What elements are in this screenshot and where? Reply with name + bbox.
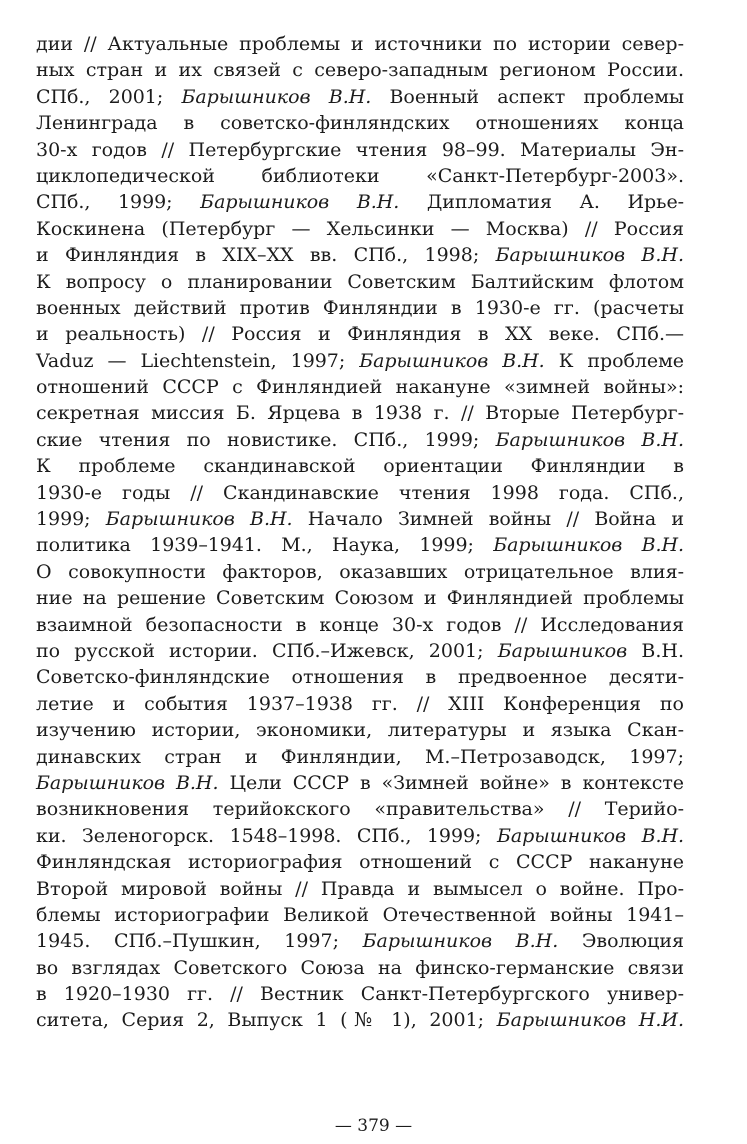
author-name: Барышников В.Н. xyxy=(496,824,684,847)
text-line xyxy=(36,163,684,189)
text-run: динавских стран и Финляндии, М.–Петрозаводск, 1997; xyxy=(36,745,684,768)
text-run: 1999; xyxy=(36,508,106,531)
text-line xyxy=(36,928,684,954)
author-name: Барышников В.Н. xyxy=(359,349,545,372)
text-line xyxy=(36,902,684,928)
text-line xyxy=(36,242,684,268)
author-name: Барышников xyxy=(497,639,628,662)
text-run: К проблеме xyxy=(544,349,685,372)
text-line xyxy=(36,744,684,770)
text-line xyxy=(36,374,684,400)
text-line xyxy=(36,955,684,981)
text-run: Дипломатия А. Ирье- xyxy=(399,191,685,214)
author-name: Барышников В.Н. xyxy=(495,428,684,451)
text-line xyxy=(36,453,684,479)
text-run: 1930-е годы // Скандинавские чтения 1998 года. СПб., xyxy=(36,481,684,504)
author-name: Барышников В.Н. xyxy=(200,191,400,214)
text-run: К вопросу о планировании Советским Балтийским флотом xyxy=(36,270,684,293)
text-run: циклопедической библиотеки «Санкт-Петербург-2003». xyxy=(36,164,684,187)
text-run: политика 1939–1941. М., Наука, 1999; xyxy=(36,534,494,557)
text-run: СПб., 1999; xyxy=(36,191,201,214)
text-run: Vaduz — Liechtenstein, 1997; xyxy=(36,349,360,372)
text-line xyxy=(36,348,684,374)
text-line xyxy=(36,480,684,506)
text-line xyxy=(36,849,684,875)
text-run: возникновения терийокского «правительства» // Терийо- xyxy=(36,798,684,821)
text-line xyxy=(36,876,684,902)
text-run: во взглядах Советского Союза на финско-германские связи xyxy=(36,956,684,979)
text-run: 30-х годов // Петербургские чтения 98–99. Материалы Эн- xyxy=(36,138,684,161)
author-name: Барышников В.Н. xyxy=(495,244,684,267)
text-run: Советско-финляндские отношения в предвоенное десяти- xyxy=(36,666,684,689)
author-name: Барышников В.Н. xyxy=(105,508,293,531)
text-run: военных действий против Финляндии в 1930-е гг. (расчеты xyxy=(36,296,684,319)
author-name: Барышников Н.И. xyxy=(496,1009,684,1032)
text-line xyxy=(36,216,684,242)
text-line xyxy=(36,612,684,638)
text-run: ские чтения по новистике. СПб., 1999; xyxy=(36,428,496,451)
text-line xyxy=(36,691,684,717)
text-run: ки. Зеленогорск. 1548–1998. СПб., 1999; xyxy=(36,824,497,847)
text-line xyxy=(36,506,684,532)
text-run: взаимной безопасности в конце 30-х годов // Исследования xyxy=(36,613,684,636)
text-line xyxy=(36,31,684,57)
text-run: в 1920–1930 гг. // Вестник Санкт-Петербургского универ- xyxy=(36,983,684,1006)
text-run: Второй мировой войны // Правда и вымысел о войне. Про- xyxy=(36,877,684,900)
text-line xyxy=(36,321,684,347)
text-run: ситета, Серия 2, Выпуск 1 (№ 1), 2001; xyxy=(36,1009,497,1032)
text-run: и Финляндия в XIX–XX вв. СПб., 1998; xyxy=(36,244,496,267)
text-run: Цели СССР в «Зимней войне» в контексте xyxy=(218,771,684,794)
text-line xyxy=(36,796,684,822)
text-run: Ленинграда в советско-финляндских отношениях конца xyxy=(36,112,684,135)
author-name: Барышников В.Н. xyxy=(362,930,559,953)
text-run: и реальность) // Россия и Финляндия в XX веке. СПб.— xyxy=(36,323,684,346)
text-run: по русской истории. СПб.–Ижевск, 2001; xyxy=(36,639,498,662)
text-run: секретная миссия Б. Ярцева в 1938 г. // Вторые Петербург- xyxy=(36,402,684,425)
text-line xyxy=(36,295,684,321)
text-run: СПб., 2001; xyxy=(36,85,182,108)
text-run: дии // Актуальные проблемы и источники по истории север- xyxy=(36,33,684,55)
author-name: Барышников В.Н. xyxy=(493,534,684,557)
text-line xyxy=(36,559,684,585)
text-run: Коскинена (Петербург — Хельсинки — Москва) // Россия xyxy=(36,217,684,240)
text-run: Военный аспект проблемы xyxy=(371,85,685,108)
text-run: Финляндская историография отношений с СССР накануне xyxy=(36,851,684,874)
text-line xyxy=(36,823,684,849)
text-line xyxy=(36,664,684,690)
text-line xyxy=(36,717,684,743)
text-run: блемы историографии Великой Отечественной войны 1941– xyxy=(36,903,684,926)
text-line xyxy=(36,1007,684,1033)
text-line xyxy=(36,981,684,1007)
author-name: Барышников В.Н. xyxy=(36,771,219,794)
text-line xyxy=(36,638,684,664)
text-run: 1945. СПб.–Пушкин, 1997; xyxy=(36,930,363,953)
text-line xyxy=(36,57,684,83)
text-run: К проблеме скандинавской ориентации Финляндии в xyxy=(36,455,684,478)
text-run: Эволюция xyxy=(558,930,684,953)
text-line xyxy=(36,400,684,426)
text-run: О совокупности факторов, оказавших отрицательное влия- xyxy=(36,560,684,583)
text-run: В.Н. xyxy=(627,639,684,662)
text-line xyxy=(36,110,684,136)
text-run: отношений СССР с Финляндией накануне «зимней войны»: xyxy=(36,376,684,399)
text-line xyxy=(36,770,684,796)
page-number: — 379 — xyxy=(334,1116,413,1136)
text-line xyxy=(36,532,684,558)
text-line xyxy=(36,269,684,295)
author-name: Барышников В.Н. xyxy=(181,85,372,108)
text-run: ние на решение Советским Союзом и Финляндией проблемы xyxy=(36,587,684,610)
text-line xyxy=(36,189,684,215)
text-line xyxy=(36,585,684,611)
text-run: ных стран и их связей с северо-западным регионом России. xyxy=(36,59,684,82)
text-line xyxy=(36,84,684,110)
text-line xyxy=(36,137,684,163)
text-run: летие и события 1937–1938 гг. // XIII Конференция по xyxy=(36,692,684,715)
bibliography-text xyxy=(36,31,684,1034)
text-run: Начало Зимней войны // Война и xyxy=(292,508,684,531)
text-line xyxy=(36,427,684,453)
text-run: изучению истории, экономики, литературы и языка Скан- xyxy=(36,719,684,742)
